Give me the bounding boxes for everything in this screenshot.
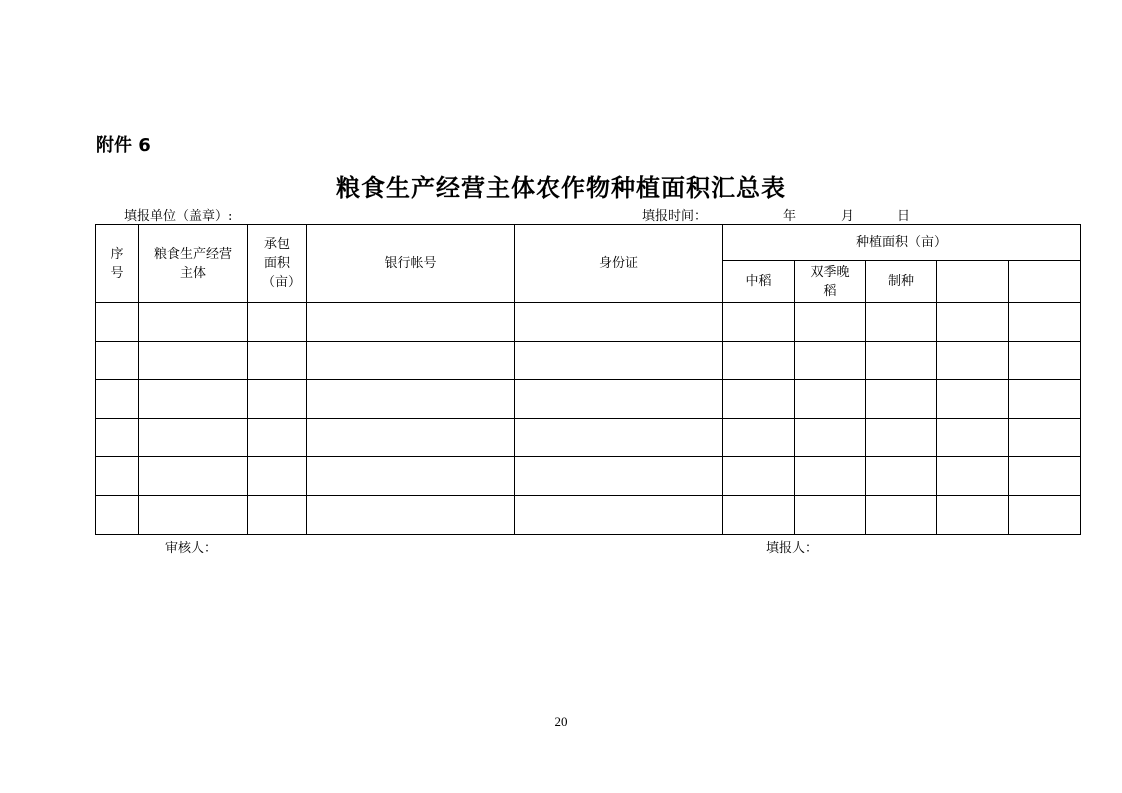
page-title: 粮食生产经营主体农作物种植面积汇总表 [336,174,786,202]
month-label: 月 [841,209,855,224]
table-row [96,495,1081,534]
table-cell[interactable] [307,341,515,380]
table-cell[interactable] [139,457,248,496]
attachment-label: 附件 6 [96,135,151,156]
table-cell[interactable] [795,418,866,457]
year-label: 年 [783,209,797,224]
table-cell[interactable] [515,303,723,342]
table-cell[interactable] [307,418,515,457]
table-cell[interactable] [139,380,248,419]
table-cell[interactable] [937,418,1009,457]
table-cell[interactable] [307,495,515,534]
table-row [96,303,1081,342]
table-cell[interactable] [866,341,937,380]
table-cell[interactable] [248,380,307,419]
table-cell[interactable] [248,303,307,342]
table-cell[interactable] [723,457,795,496]
table-cell[interactable] [723,418,795,457]
table-cell[interactable] [723,341,795,380]
header-planting-area: 种植面积（亩） [723,225,1081,261]
summary-table [95,224,1081,535]
table-cell[interactable] [866,495,937,534]
table-cell[interactable] [1009,341,1081,380]
filler-label: 填报人： [766,541,819,556]
table-cell[interactable] [795,303,866,342]
table-cell[interactable] [515,418,723,457]
header-mid-rice: 中稻 [723,261,795,303]
page-number: 20 [554,714,568,729]
table-cell[interactable] [248,418,307,457]
table-row [96,341,1081,380]
table-cell[interactable] [515,495,723,534]
table-cell[interactable] [515,341,723,380]
table-cell[interactable] [937,303,1009,342]
table-cell[interactable] [96,341,139,380]
table-cell[interactable] [866,418,937,457]
table-cell[interactable] [139,418,248,457]
table-cell[interactable] [937,341,1009,380]
table-cell[interactable] [723,380,795,419]
table-cell[interactable] [937,495,1009,534]
table-cell[interactable] [96,495,139,534]
table-cell[interactable] [866,380,937,419]
table-cell[interactable] [723,495,795,534]
table-cell[interactable] [307,457,515,496]
table-row [96,457,1081,496]
header-seq: 序号 [96,225,139,303]
table-cell[interactable] [96,457,139,496]
table-row [96,418,1081,457]
table-cell[interactable] [307,303,515,342]
header-double-late-rice: 双季晚稻 [795,261,866,303]
table-cell[interactable] [1009,418,1081,457]
table-cell[interactable] [723,303,795,342]
table-cell[interactable] [248,341,307,380]
table-cell[interactable] [937,380,1009,419]
table-cell[interactable] [795,495,866,534]
table-cell[interactable] [139,495,248,534]
reviewer-label: 审核人： [165,541,218,556]
header-contract-area: 承包面积（亩） [248,225,307,303]
table-cell[interactable] [248,457,307,496]
table-cell[interactable] [96,380,139,419]
table-row [96,380,1081,419]
header-id-card: 身份证 [515,225,723,303]
table-cell[interactable] [96,303,139,342]
header-extra-col-1 [937,261,1009,303]
header-row [96,225,1081,261]
table-cell[interactable] [248,495,307,534]
reporting-unit-label: 填报单位（盖章）: [124,209,233,224]
day-label: 日 [897,209,911,224]
table-cell[interactable] [1009,457,1081,496]
table-cell[interactable] [139,303,248,342]
table-cell[interactable] [515,380,723,419]
header-entity: 粮食生产经营主体 [139,225,248,303]
table-cell[interactable] [795,380,866,419]
header-bank-account: 银行帐号 [307,225,515,303]
reporting-time-label: 填报时间： [642,209,708,224]
table-cell[interactable] [795,341,866,380]
table-cell[interactable] [1009,303,1081,342]
header-extra-col-2 [1009,261,1081,303]
table-cell[interactable] [1009,380,1081,419]
table-cell[interactable] [307,380,515,419]
header-seed-production: 制种 [866,261,937,303]
table-cell[interactable] [866,303,937,342]
table-cell[interactable] [96,418,139,457]
table-cell[interactable] [515,457,723,496]
table-cell[interactable] [795,457,866,496]
table-cell[interactable] [1009,495,1081,534]
table-cell[interactable] [937,457,1009,496]
table-cell[interactable] [139,341,248,380]
table-cell[interactable] [866,457,937,496]
